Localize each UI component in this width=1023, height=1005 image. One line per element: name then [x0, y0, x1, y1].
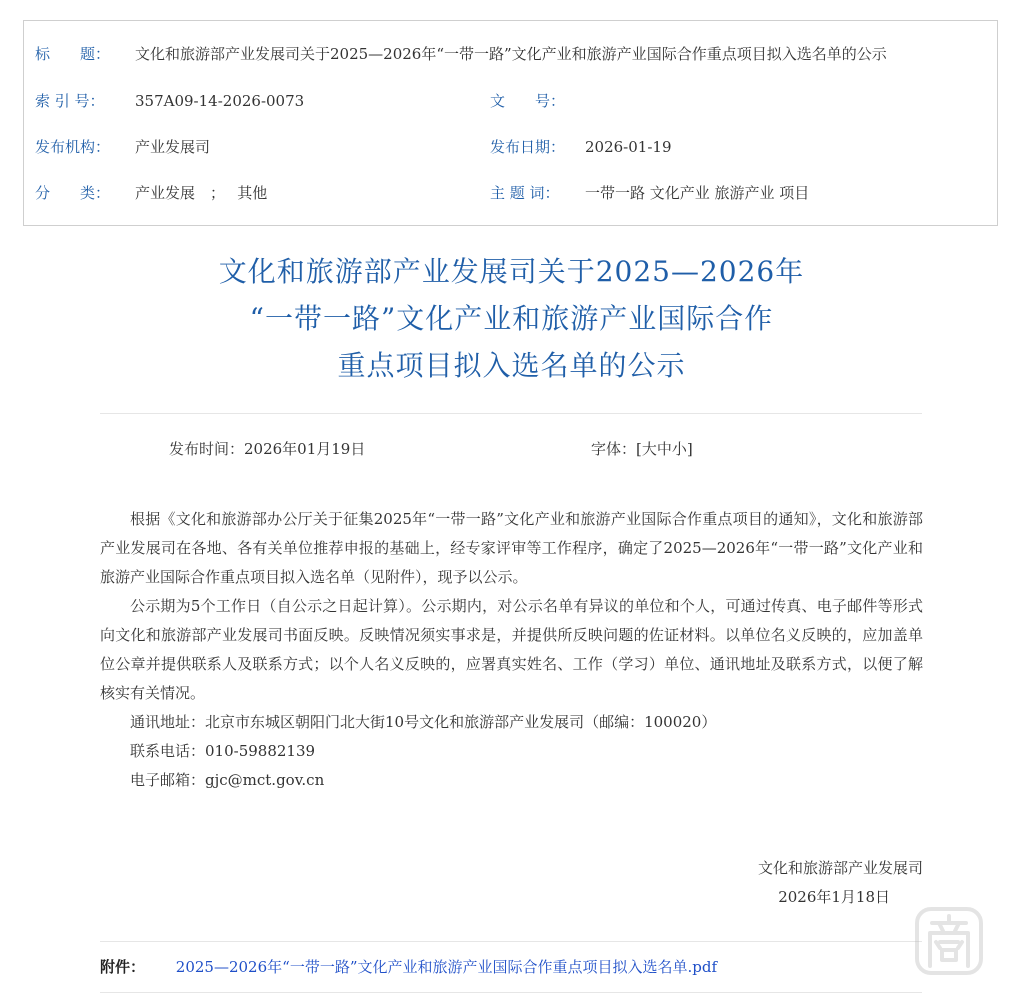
- meta-org-label: 发布机构：: [35, 138, 111, 156]
- shang-seal-watermark-icon: [914, 906, 984, 976]
- meta-index-label: 索 引 号：: [35, 92, 105, 110]
- publish-time: 发布时间：2026年01月19日: [169, 440, 366, 458]
- font-size-large-link[interactable]: 大: [641, 440, 657, 458]
- meta-category-label: 分 类：: [35, 184, 111, 202]
- title-divider: [100, 413, 922, 414]
- meta-docno-label: 文 号：: [490, 92, 566, 110]
- meta-date-label: 发布日期：: [490, 138, 566, 156]
- article-title-line-2: “一带一路”文化产业和旅游产业国际合作: [249, 302, 774, 335]
- meta-keywords-label: 主 题 词：: [490, 184, 560, 202]
- font-size-label: 字体：: [591, 440, 637, 458]
- attachment-divider-bottom: [100, 992, 922, 993]
- attachment-pdf-link[interactable]: 2025—2026年“一带一路”文化产业和旅游产业国际合作重点项目拟入选名单.pdf: [175, 958, 718, 976]
- attachment-row: [100, 955, 717, 979]
- document-metadata-table: [23, 20, 998, 226]
- signature-date: 2026年1月18日: [778, 888, 890, 906]
- meta-org-value: 产业发展司: [135, 138, 211, 156]
- contact-email: 电子邮箱：gjc@mct.gov.cn: [130, 771, 325, 789]
- contact-phone: 联系电话：010-59882139: [130, 742, 316, 760]
- font-size-small-link[interactable]: 小: [671, 440, 687, 458]
- meta-title-label: 标 题：: [35, 45, 111, 63]
- font-size-bracket-close: ]: [686, 440, 693, 458]
- font-size-bracket-open: [: [636, 440, 642, 458]
- body-paragraph-1: 根据《文化和旅游部办公厅关于征集2025年“一带一路”文化产业和旅游产业国际合作重点项目的通知》，文化和旅游部产业发展司在各地、各有关单位推荐申报的基础上，经专家评审等工作程序，确定了2025—2026年“一带一路”文化产业和旅游产业国际合作重点项目拟入选名单（见附件），现予以公示。: [100, 510, 923, 586]
- attachment-label: 附件：: [100, 958, 146, 976]
- article-title-line-3: 重点项目拟入选名单的公示: [337, 349, 686, 382]
- attachment-divider-top: [100, 941, 922, 942]
- contact-address: 通讯地址：北京市东城区朝阳门北大街10号文化和旅游部产业发展司（邮编：100020）: [130, 713, 717, 731]
- meta-keywords-value: 一带一路 文化产业 旅游产业 项目: [585, 184, 810, 202]
- signature-organization: 文化和旅游部产业发展司: [757, 859, 923, 877]
- article-title: [0, 248, 1023, 389]
- meta-title-value: 文化和旅游部产业发展司关于2025—2026年“一带一路”文化产业和旅游产业国际合作重点项目拟入选名单的公示: [135, 45, 887, 63]
- meta-date-value: 2026-01-19: [585, 138, 672, 156]
- body-paragraph-2: 公示期为5个工作日（自公示之日起计算）。公示期内，对公示名单有异议的单位和个人，可通过传真、电子邮件等形式向文化和旅游部产业发展司书面反映。反映情况须实事求是，并提供所反映问题的佐证材料。以单位名义反映的，应加盖单位公章并提供联系人及联系方式；以个人名义反映的，应署真实姓名、工作（学习）单位、通讯地址及联系方式，以便了解核实有关情况。: [100, 597, 923, 702]
- meta-category-value: 产业发展 ； 其他: [135, 184, 268, 202]
- meta-index-value: 357A09-14-2026-0073: [135, 92, 305, 110]
- article-title-line-1: 文化和旅游部产业发展司关于2025—2026年: [218, 255, 805, 288]
- font-size-medium-link[interactable]: 中: [656, 440, 672, 458]
- font-size-switcher: [591, 437, 693, 461]
- article-body: [100, 505, 923, 795]
